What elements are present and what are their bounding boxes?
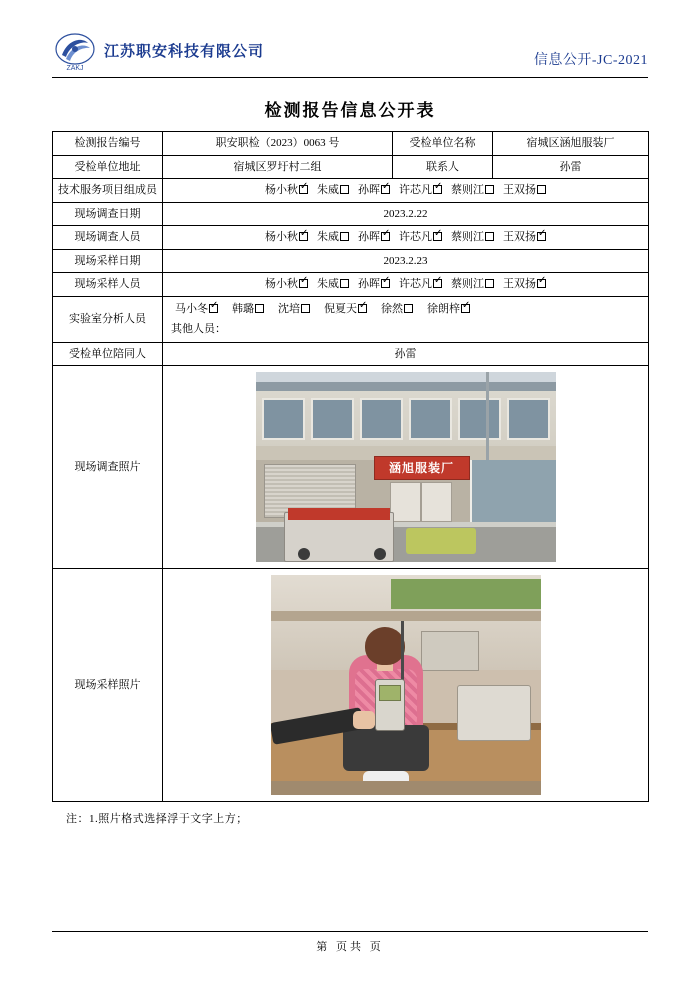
checkbox-label: 朱威	[317, 184, 339, 196]
checkbox-survey-people-2[interactable]	[358, 229, 390, 246]
checkbox-lab-analysts-1[interactable]	[232, 301, 264, 318]
checkbox-checked-icon[interactable]	[358, 304, 367, 313]
table-row	[53, 296, 649, 342]
checkbox-team-members-0[interactable]	[265, 182, 308, 199]
sampling-people-cell	[163, 273, 649, 297]
checkbox-label: 孙晖	[358, 278, 380, 290]
checkbox-sampling-people-4[interactable]	[451, 276, 494, 293]
table-row	[53, 155, 649, 179]
contact-label: 联系人	[393, 155, 493, 179]
checkbox-checked-icon[interactable]	[381, 279, 390, 288]
sampling-photo-wrap	[169, 575, 642, 795]
checkbox-label: 杨小秋	[265, 231, 298, 243]
checkbox-checked-icon[interactable]	[461, 304, 470, 313]
checkbox-team-members-3[interactable]	[399, 182, 442, 199]
checkbox-team-members-5[interactable]	[503, 182, 546, 199]
checkbox-label: 徐朗梓	[427, 302, 460, 315]
report-no-value: 职安职检（2023）0063 号	[163, 132, 393, 156]
checkbox-team-members-2[interactable]	[358, 182, 390, 199]
checkbox-group-team[interactable]	[167, 182, 644, 199]
checkbox-checked-icon[interactable]	[537, 279, 546, 288]
checkbox-lab-analysts-5[interactable]	[427, 301, 470, 318]
checkbox-empty-icon[interactable]	[255, 304, 264, 313]
sampling-photo-label: 现场采样照片	[53, 569, 163, 802]
checkbox-empty-icon[interactable]	[340, 232, 349, 241]
checkbox-empty-icon[interactable]	[301, 304, 310, 313]
table-row-photo	[53, 366, 649, 569]
checkbox-sampling-people-5[interactable]	[503, 276, 546, 293]
checkbox-label: 韩璐	[232, 302, 254, 315]
page-footer: 第 页共 页	[52, 931, 648, 954]
report-info-table	[52, 131, 649, 802]
checkbox-label: 王双扬	[503, 184, 536, 196]
report-no-label: 检测报告编号	[53, 132, 163, 156]
checkbox-label: 王双扬	[503, 278, 536, 290]
address-value: 宿城区罗圩村二组	[163, 155, 393, 179]
checkbox-label: 许芯凡	[399, 278, 432, 290]
sampling-date-value: 2023.2.23	[163, 249, 649, 273]
checkbox-label: 蔡则江	[451, 278, 484, 290]
checkbox-checked-icon[interactable]	[381, 232, 390, 241]
survey-photo-cell	[163, 366, 649, 569]
table-row	[53, 226, 649, 250]
lab-analysts-cell	[163, 296, 649, 342]
checkbox-label: 朱威	[317, 231, 339, 243]
checkbox-empty-icon[interactable]	[340, 185, 349, 194]
client-name-value: 宿城区涵旭服装厂	[493, 132, 649, 156]
table-row	[53, 273, 649, 297]
checkbox-survey-people-5[interactable]	[503, 229, 546, 246]
checkbox-label: 许芯凡	[399, 184, 432, 196]
table-row	[53, 179, 649, 203]
checkbox-checked-icon[interactable]	[381, 185, 390, 194]
checkbox-checked-icon[interactable]	[299, 232, 308, 241]
svg-text:ZAKJ: ZAKJ	[66, 65, 84, 72]
lab-analysts-label: 实验室分析人员	[53, 296, 163, 342]
team-label: 技术服务项目组成员	[53, 179, 163, 203]
checkbox-label: 朱威	[317, 278, 339, 290]
document-code: 信息公开-JC-2021	[533, 53, 648, 68]
checkbox-survey-people-1[interactable]	[317, 229, 349, 246]
checkbox-label: 王双扬	[503, 231, 536, 243]
checkbox-label: 徐然	[381, 302, 403, 315]
checkbox-group-analysts[interactable]	[169, 301, 642, 318]
table-row	[53, 202, 649, 226]
sampling-photo-cell	[163, 569, 649, 802]
shop-sign-text: 涵旭服装厂	[374, 456, 470, 480]
checkbox-checked-icon[interactable]	[299, 185, 308, 194]
table-row	[53, 249, 649, 273]
survey-people-label: 现场调查人员	[53, 226, 163, 250]
note-text: 注：1.照片格式选择浮于文字上方；	[66, 813, 248, 825]
survey-photo-label: 现场调查照片	[53, 366, 163, 569]
checkbox-empty-icon[interactable]	[485, 279, 494, 288]
checkbox-label: 杨小秋	[265, 278, 298, 290]
checkbox-lab-analysts-4[interactable]	[381, 301, 413, 318]
client-name-label: 受检单位名称	[393, 132, 493, 156]
sampling-date-label: 现场采样日期	[53, 249, 163, 273]
survey-photo-wrap	[169, 372, 642, 562]
lab-analysts-other-label: 其他人员：	[171, 323, 226, 335]
sampling-photo-image	[271, 575, 541, 795]
checkbox-lab-analysts-3[interactable]	[324, 301, 367, 318]
checkbox-lab-analysts-2[interactable]	[278, 301, 310, 318]
checkbox-group-sampling[interactable]	[167, 276, 644, 293]
address-label: 受检单位地址	[53, 155, 163, 179]
checkbox-checked-icon[interactable]	[537, 232, 546, 241]
checkbox-empty-icon[interactable]	[340, 279, 349, 288]
survey-date-label: 现场调查日期	[53, 202, 163, 226]
checkbox-checked-icon[interactable]	[433, 279, 442, 288]
accompany-value: 孙雷	[163, 342, 649, 366]
checkbox-empty-icon[interactable]	[404, 304, 413, 313]
table-row	[53, 132, 649, 156]
checkbox-sampling-people-2[interactable]	[358, 276, 390, 293]
sampling-people-label: 现场采样人员	[53, 273, 163, 297]
checkbox-survey-people-4[interactable]	[451, 229, 494, 246]
checkbox-checked-icon[interactable]	[209, 304, 218, 313]
checkbox-checked-icon[interactable]	[433, 185, 442, 194]
page-title: 检测报告信息公开表	[264, 101, 436, 120]
checkbox-label: 沈培	[278, 302, 300, 315]
checkbox-survey-people-3[interactable]	[399, 229, 442, 246]
survey-people-cell	[163, 226, 649, 250]
survey-date-value: 2023.2.22	[163, 202, 649, 226]
checkbox-sampling-people-1[interactable]	[317, 276, 349, 293]
table-row	[53, 342, 649, 366]
contact-value: 孙雷	[493, 155, 649, 179]
brand-block	[52, 31, 264, 73]
checkbox-empty-icon[interactable]	[537, 185, 546, 194]
checkbox-checked-icon[interactable]	[433, 232, 442, 241]
checkbox-label: 倪夏天	[324, 302, 357, 315]
survey-photo-image	[256, 372, 556, 562]
checkbox-label: 杨小秋	[265, 184, 298, 196]
team-members-cell	[163, 179, 649, 203]
checkbox-label: 蔡则江	[451, 231, 484, 243]
checkbox-empty-icon[interactable]	[485, 232, 494, 241]
checkbox-label: 孙晖	[358, 184, 380, 196]
checkbox-group-survey[interactable]	[167, 229, 644, 246]
accompany-label: 受检单位陪同人	[53, 342, 163, 366]
checkbox-team-members-1[interactable]	[317, 182, 349, 199]
table-row-photo	[53, 569, 649, 802]
company-logo-icon	[52, 31, 98, 73]
company-name: 江苏职安科技有限公司	[104, 43, 265, 60]
checkbox-sampling-people-0[interactable]	[265, 276, 308, 293]
checkbox-label: 马小冬	[175, 302, 208, 315]
checkbox-label: 许芯凡	[399, 231, 432, 243]
checkbox-label: 蔡则江	[451, 184, 484, 196]
checkbox-sampling-people-3[interactable]	[399, 276, 442, 293]
page-header	[52, 26, 648, 78]
checkbox-lab-analysts-0[interactable]	[175, 301, 218, 318]
checkbox-checked-icon[interactable]	[299, 279, 308, 288]
checkbox-label: 孙晖	[358, 231, 380, 243]
checkbox-survey-people-0[interactable]	[265, 229, 308, 246]
checkbox-team-members-4[interactable]	[451, 182, 494, 199]
checkbox-empty-icon[interactable]	[485, 185, 494, 194]
